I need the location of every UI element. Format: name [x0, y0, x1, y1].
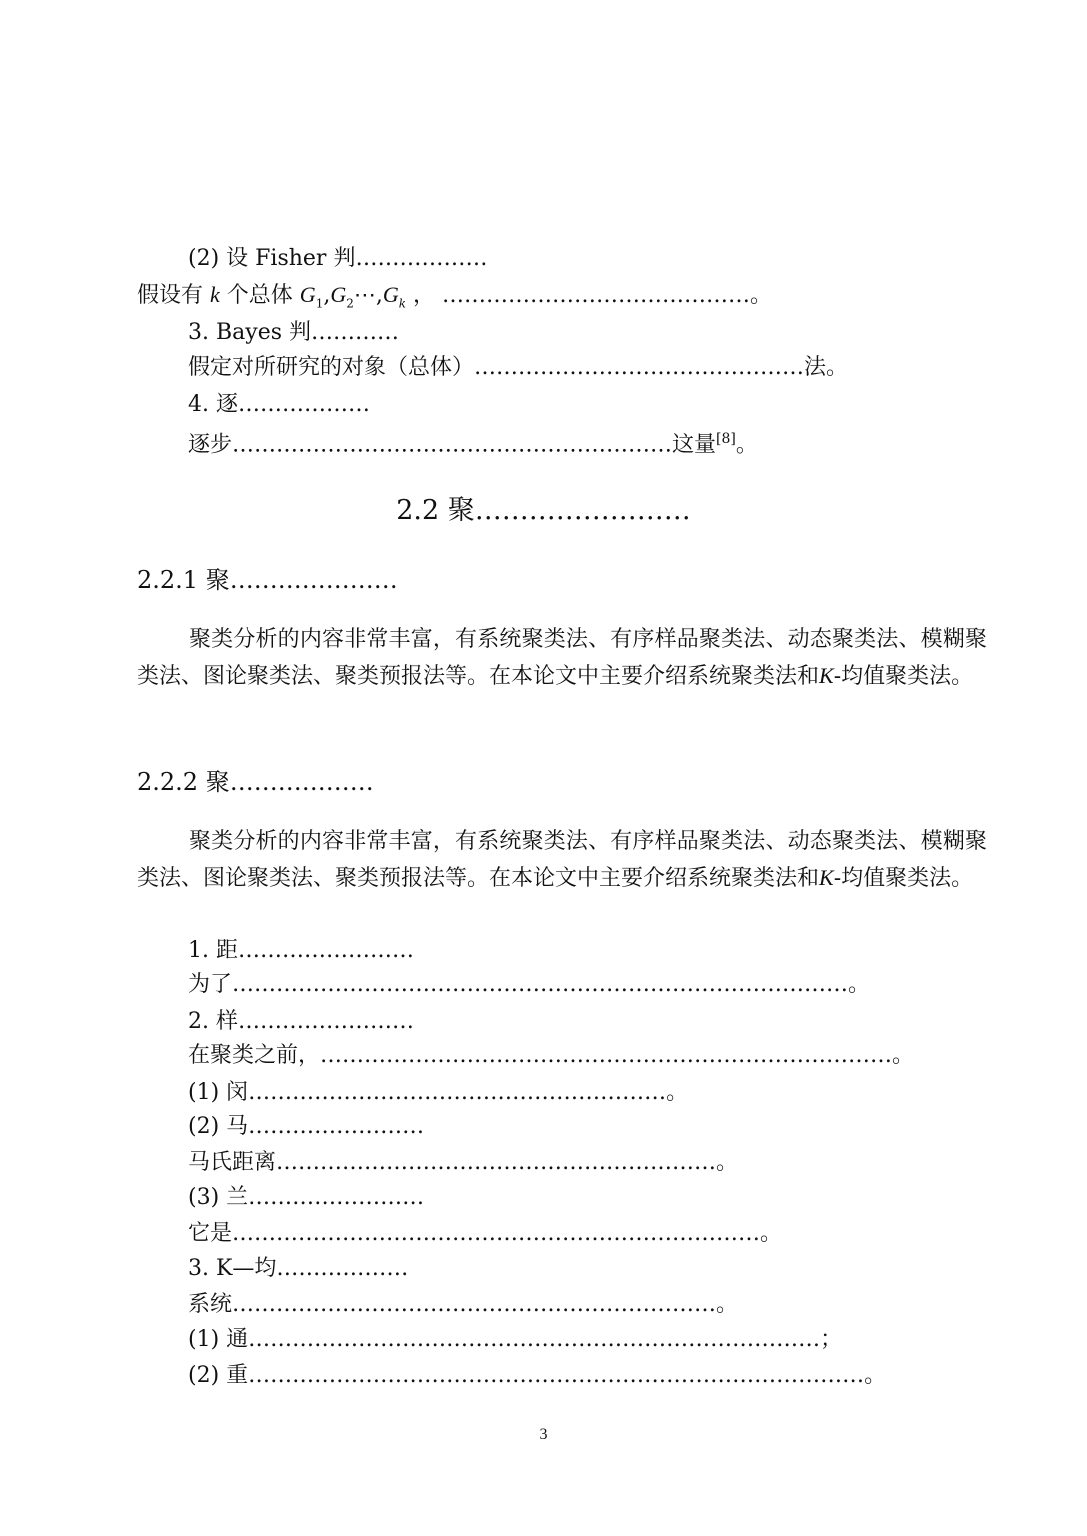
- list-item: 它是………………………………………………………………。: [188, 1221, 783, 1246]
- bayes-text: 假定对所研究的对象（总体）………………………………………法。: [188, 355, 849, 380]
- list-item: 1. 距……………………: [188, 938, 414, 963]
- stepwise-end: 。: [735, 432, 758, 458]
- stepwise-text: [188, 424, 758, 460]
- list-item: 2. 样……………………: [188, 1009, 414, 1034]
- citation-ref: [8]: [716, 431, 736, 447]
- paragraph-2-2-1: [137, 622, 987, 695]
- paragraph-2-2-2-end: -均值聚类法。: [833, 866, 974, 891]
- subsection-title-2-2-2: 2.2.2 聚………………: [137, 768, 374, 796]
- list-item: 马氏距离……………………………………………………。: [188, 1150, 739, 1175]
- fisher-heading: (2) 设 Fisher 判………………: [188, 246, 488, 271]
- fisher-text-b: 个总体: [226, 283, 293, 308]
- page-number: 3: [539, 1426, 548, 1443]
- subsection-title-2-2-1: 2.2.1 聚…………………: [137, 566, 398, 594]
- math-groups: $G_1,G_2\cdots,G_k$: [299, 282, 407, 311]
- paragraph-2-2-1-text: 聚类分析的内容非常丰富，有系统聚类法、有序样品聚类法、动态聚类法、模糊聚类法、图论聚类法、聚类预报法等。在本论文中主要介绍系统聚类法和: [137, 627, 987, 689]
- math-k: k: [210, 282, 220, 307]
- list-item: (2) 马……………………: [188, 1114, 425, 1139]
- list-item: 为了…………………………………………………………………………。: [188, 972, 871, 997]
- list-item: (3) 兰……………………: [188, 1185, 425, 1210]
- paragraph-2-2-2-text: 聚类分析的内容非常丰富，有系统聚类法、有序样品聚类法、动态聚类法、模糊聚类法、图论聚类法、聚类预报法等。在本论文中主要介绍系统聚类法和: [137, 829, 987, 891]
- bayes-heading: 3. Bayes 判…………: [188, 320, 399, 345]
- list-item: (2) 重…………………………………………………………………………。: [188, 1363, 887, 1388]
- list-item: 系统…………………………………………………………。: [188, 1292, 739, 1317]
- fisher-text-c: ， ……………………………………。: [413, 283, 773, 308]
- math-K: K: [819, 663, 834, 688]
- list-item: (1) 通……………………………………………………………………；: [188, 1327, 843, 1352]
- stepwise-heading: 4. 逐………………: [188, 392, 370, 417]
- fisher-text-a: 假设有: [137, 283, 204, 308]
- list-item: (1) 闵…………………………………………………。: [188, 1080, 689, 1105]
- section-title-2-2: 2.2 聚……………………: [396, 495, 691, 526]
- stepwise-body: 逐步……………………………………………………这量: [188, 432, 717, 458]
- list-item: 在聚类之前，……………………………………………………………………。: [188, 1043, 915, 1068]
- paragraph-2-2-1-end: -均值聚类法。: [833, 664, 974, 689]
- math-K: K: [819, 865, 834, 890]
- list-item: 3. K—均………………: [188, 1256, 409, 1281]
- fisher-text: [137, 280, 772, 318]
- paragraph-2-2-2: [137, 824, 987, 897]
